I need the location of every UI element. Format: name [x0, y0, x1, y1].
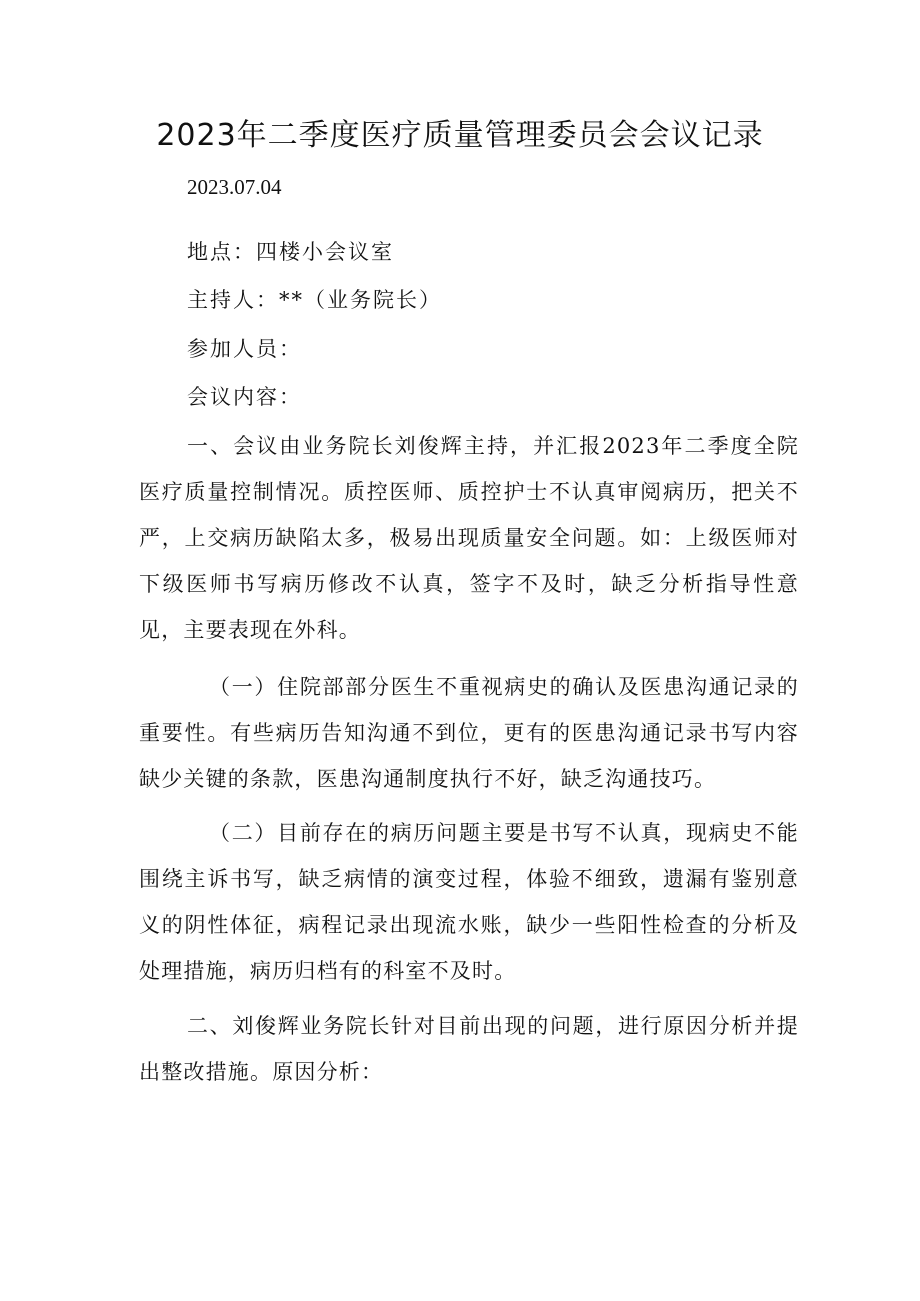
meeting-attendees: 参加人员： — [187, 337, 302, 361]
meeting-date: 2023.07.04 — [187, 175, 282, 199]
document-title: 2023年二季度医疗质量管理委员会会议记录 — [156, 118, 764, 153]
paragraph-section-one: 一、会议由业务院长刘俊辉主持，并汇报2023年二季度全院医疗质量控制情况。质控医师、质控护士不认真审阅病历，把关不严，上交病历缺陷太多，极易出现质量安全问题。如：上级医师对下级医师书写病历修改不认真，签字不及时，缺乏分析指导性意见，主要表现在外科。 — [139, 434, 799, 642]
meeting-host: 主持人：**（业务院长） — [187, 288, 442, 312]
meeting-location: 地点：四楼小会议室 — [187, 240, 394, 264]
paragraph-subsection-two: （二）目前存在的病历问题主要是书写不认真，现病史不能围绕主诉书写，缺乏病情的演变过程，体验不细致，遗漏有鉴别意义的阴性体征，病程记录出现流水账，缺少一些阳性检查的分析及处理措施，病历归档有的科室不及时。 — [139, 821, 799, 983]
paragraph-subsection-one: （一）住院部部分医生不重视病史的确认及医患沟通记录的重要性。有些病历告知沟通不到位，更有的医患沟通记录书写内容缺少关键的条款，医患沟通制度执行不好，缺乏沟通技巧。 — [139, 675, 799, 791]
paragraph-section-two: 二、刘俊辉业务院长针对目前出现的问题，进行原因分析并提出整改措施。原因分析： — [139, 1014, 799, 1084]
meeting-content-heading: 会议内容： — [187, 385, 302, 409]
